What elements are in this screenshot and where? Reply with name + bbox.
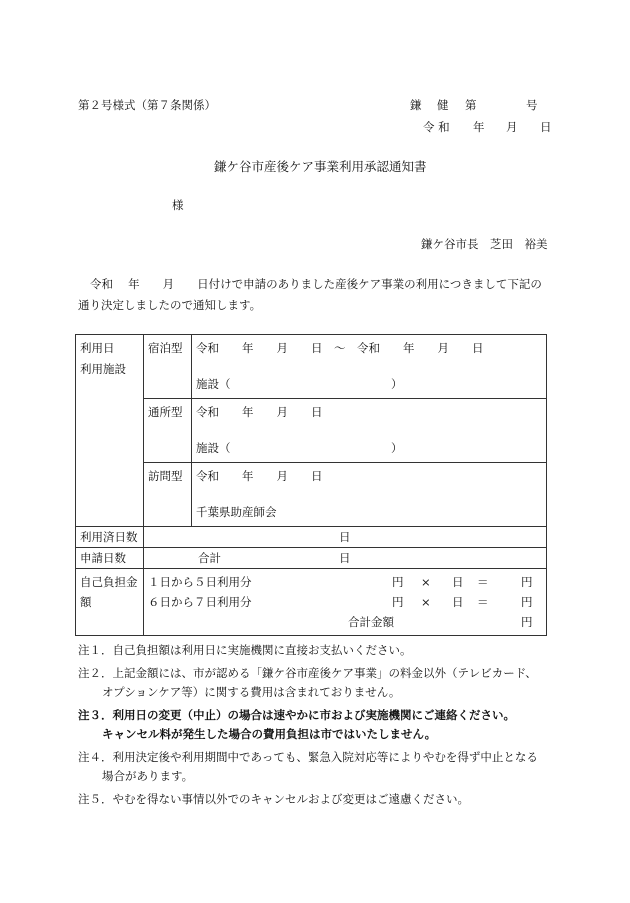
- copay-row1-yen: 円: [392, 575, 404, 589]
- label-dates: 利用日: [80, 341, 115, 355]
- stay-detail: [192, 335, 547, 399]
- copay-label-1: 自己負担金: [80, 575, 138, 589]
- note-5-text: やむを得ない事情以外でのキャンセルおよび変更はご遠慮ください。: [112, 792, 469, 806]
- note-3-prefix: 注３．: [78, 708, 113, 722]
- visit-date-line: 令和 年 月 日: [196, 469, 323, 483]
- note-4: [78, 748, 538, 786]
- type-stay: 宿泊型: [144, 335, 192, 399]
- type-visit: 訪問型: [144, 463, 192, 527]
- copay-row2-times: ×: [421, 595, 431, 609]
- applied-days-value: [144, 548, 547, 569]
- note-2-prefix: 注２．: [78, 666, 113, 680]
- type-day: 通所型: [144, 399, 192, 463]
- copay-row1-day: 日: [452, 575, 464, 589]
- copay-row2-equals: ＝: [477, 595, 489, 609]
- note-4-prefix: 注４．: [78, 750, 113, 764]
- day-date-line: 令和 年 月 日: [196, 405, 323, 419]
- date-month: 月: [506, 120, 518, 134]
- day-detail: [192, 399, 547, 463]
- applied-days-label: 申請日数: [76, 548, 144, 569]
- note-5: [78, 790, 538, 809]
- note-2: [78, 664, 538, 702]
- applied-days-unit: 日: [339, 551, 351, 565]
- stay-row: [76, 335, 547, 399]
- used-days-label: 利用済日数: [76, 527, 144, 548]
- dayuse-row: [76, 399, 547, 463]
- visit-detail: [192, 463, 547, 527]
- note-3-cont: キャンセル料が発生した場合の費用負担は市ではいたしません。: [102, 727, 437, 741]
- copay-row-2: [148, 592, 542, 612]
- copay-row1-result-yen: 円: [521, 575, 533, 589]
- note-3-text: 利用日の変更（中止）の場合は速やかに市および実施機関にご連絡ください。: [112, 708, 515, 722]
- addressee-suffix: 様: [172, 198, 184, 212]
- ref-dai: 第: [465, 98, 477, 112]
- stay-facility-label: 施設（: [196, 377, 231, 391]
- copay-row: [76, 569, 547, 636]
- notes-section: [78, 641, 538, 813]
- used-days-row: [76, 527, 547, 548]
- used-days-value: [144, 527, 547, 548]
- copay-row1-times: ×: [421, 575, 431, 589]
- label-cell-dates: [76, 335, 144, 527]
- note-2-text: 上記金額には、市が認める「鎌ケ谷市産後ケア事業」の料金以外（テレビカード、: [112, 666, 537, 680]
- stay-facility-close: ）: [391, 377, 403, 391]
- copay-row2-result-yen: 円: [521, 595, 533, 609]
- date-era: 令 和: [423, 120, 450, 134]
- visit-row: [76, 463, 547, 527]
- copay-sum-yen: 円: [521, 615, 533, 629]
- stay-date-line: 令和 年 月 日 ～ 令和 年 月 日: [196, 341, 484, 355]
- note-4-text: 利用決定後や利用期間中であっても、緊急入院対応等によりやむを得ず中止となる: [112, 750, 538, 764]
- copay-label-cell: [76, 569, 144, 636]
- ref-go: 号: [526, 98, 538, 112]
- copay-row1-equals: ＝: [477, 575, 489, 589]
- copay-row1-label: １日から５日利用分: [148, 575, 252, 589]
- form-number: 第２号様式（第７条関係）: [78, 98, 216, 112]
- note-3: [78, 706, 538, 744]
- note-5-prefix: 注５．: [78, 792, 113, 806]
- document-title: 鎌ケ谷市産後ケア事業利用承認通知書: [214, 159, 427, 174]
- issuer-name: 鎌ケ谷市長 芝田 裕美: [421, 237, 548, 251]
- copay-row2-label: ６日から７日利用分: [148, 595, 252, 609]
- usage-table: [75, 334, 547, 636]
- ref-ken: 健: [437, 98, 449, 112]
- copay-row-1: [148, 572, 542, 592]
- copay-row2-yen: 円: [392, 595, 404, 609]
- note-4-cont: 場合があります。: [102, 769, 194, 783]
- copay-label-2: 額: [80, 595, 92, 609]
- date-day: 日: [540, 120, 552, 134]
- ref-kama: 鎌: [410, 98, 422, 112]
- note-1: [78, 641, 538, 660]
- used-days-unit: 日: [339, 530, 351, 544]
- body-text-line1: 令和 年 月 日付けで申請のありました産後ケア事業の利用につきまして下記の: [90, 277, 542, 291]
- applied-days-row: [76, 548, 547, 569]
- visit-facility: 千葉県助産師会: [196, 505, 277, 519]
- copay-sum-row: [148, 612, 542, 632]
- applied-total-label: 合計: [198, 551, 221, 565]
- copay-sum-label: 合計金額: [348, 615, 394, 629]
- note-2-cont: オプションケア等）に関する費用は含まれておりません。: [102, 685, 401, 699]
- day-facility-close: ）: [391, 441, 403, 455]
- date-year: 年: [473, 120, 485, 134]
- body-text-line2: 通り決定しましたので通知します。: [78, 298, 262, 312]
- label-facility: 利用施設: [80, 362, 126, 376]
- note-1-text: 自己負担額は利用日に実施機関に直接お支払いください。: [112, 643, 412, 657]
- copay-row2-day: 日: [452, 595, 464, 609]
- copay-detail: [144, 569, 547, 636]
- note-1-prefix: 注１．: [78, 643, 113, 657]
- day-facility-label: 施設（: [196, 441, 231, 455]
